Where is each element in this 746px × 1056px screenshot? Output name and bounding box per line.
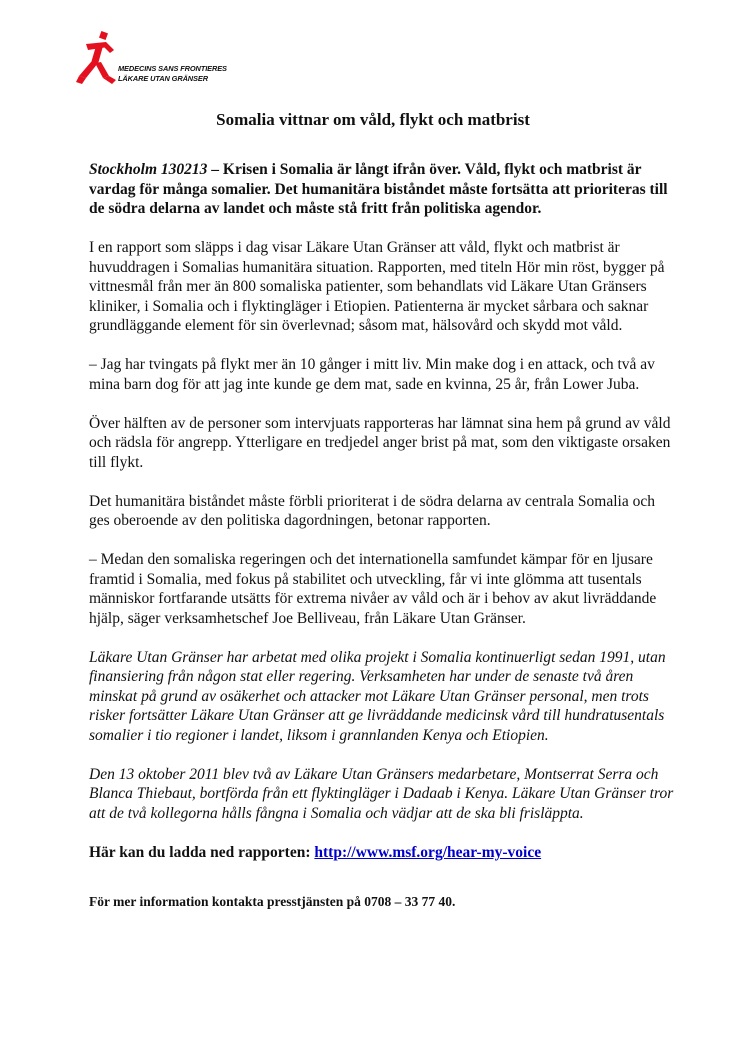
body-paragraph: I en rapport som släpps i dag visar Läkare Utan Gränser att våld, flykt och matbrist är huvuddragen i Somalias humanitära situation. Rapporten, med titeln Hör min röst, bygger på vittnesmål från mer än 800 somaliska patienter, som behandlats vid Läkare Utan Gränsers kliniker, i Somalia och i flyktingläger i Etiopien. Patienterna är mycket sårbara och saknar grundläggande element för sin överlevnad; såsom mat, hälsovård och skydd mot våld. <box>89 239 665 334</box>
lead-paragraph <box>89 160 679 219</box>
logo-text <box>118 64 227 84</box>
page-title: Somalia vittnar om våld, flykt och matbrist <box>216 110 530 129</box>
background-paragraph: Läkare Utan Gränser har arbetat med olika projekt i Somalia kontinuerligt sedan 1991, utan finansiering från någon stat eller regering. Verksamheten har under de senaste två åren minskat på grund av osäkerhet och attacker mot Läkare Utan Gränser personal, men trots risker fortsätter Läkare Utan Gränser att ge livräddande medicinsk vård till hundratusentals somalier i tio regioner i landet, liksom i grannlanden Kenya och Etiopien. <box>89 648 666 744</box>
lead-text: – Krisen i Somalia är långt ifrån över. Våld, flykt och matbrist är vardag för många somalier. Det humanitära biståndet måste fortsätta att prioriteras till de södra delarna av landet och måste stå fritt från politiska agendor. <box>89 161 668 217</box>
quote-paragraph: – Jag har tvingats på flykt mer än 10 gånger i mitt liv. Min make dog i en attack, och två av mina barn dog för att jag inte kunde ge dem mat, sade en kvinna, 25 år, från Lower Juba. <box>89 356 655 393</box>
dateline: Stockholm 130213 <box>89 161 208 178</box>
quote-paragraph: – Medan den somaliska regeringen och det internationella samfundet kämpar för en ljusare framtid i Somalia, med fokus på stabilitet och utveckling, får vi inte glömma att tusentals människor fortfarande utsätts för extrema nivåer av våld och är i behov av akut livräddande hjälp, säger verksamhetschef Joe Belliveau, från Läkare Utan Gränser. <box>89 551 657 627</box>
contact-line: För mer information kontakta presstjänsten på 0708 – 33 77 40. <box>89 894 456 909</box>
body-paragraph: Det humanitära biståndet måste förbli prioriterat i de södra delarna av centrala Somalia och ges oberoende av den politiska dagordningen, betonar rapporten. <box>89 492 655 529</box>
report-link[interactable]: http://www.msf.org/hear-my-voice <box>314 843 542 861</box>
msf-running-man-logo-icon <box>76 30 120 86</box>
download-line <box>89 843 679 863</box>
download-label: Här kan du ladda ned rapporten: <box>89 843 315 861</box>
logo-line-2: LÄKARE UTAN GRÄNSER <box>118 74 208 83</box>
press-release-body <box>89 160 679 931</box>
body-paragraph: Över hälften av de personer som intervjuats rapporteras har lämnat sina hem på grund av våld och rädsla för angrepp. Ytterligare en tredjedel anger brist på mat, som den viktigaste orsaken till flykt. <box>89 414 671 471</box>
logo-line-1: MEDECINS SANS FRONTIERES <box>118 64 227 73</box>
background-paragraph: Den 13 oktober 2011 blev två av Läkare Utan Gränsers medarbetare, Montserrat Serra och Blanca Thiebaut, bortförda från ett flyktingläger i Dadaab i Kenya. Läkare Utan Gränser tror att de två kollegorna hålls fångna i Somalia och vädjar att de ska bli frisläppta. <box>89 765 674 822</box>
msf-logo <box>76 30 256 90</box>
